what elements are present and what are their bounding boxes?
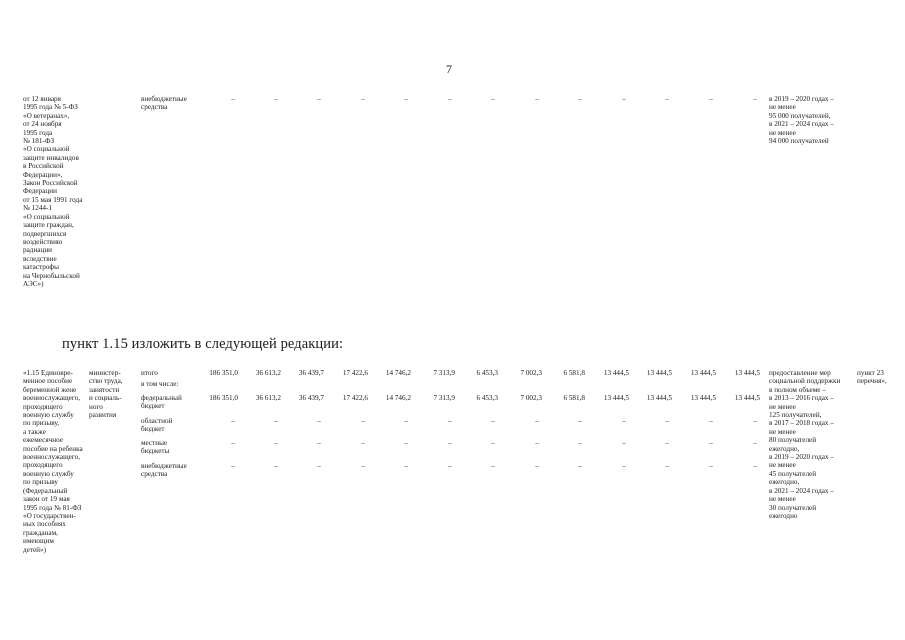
legal-basis-line: воздействию xyxy=(23,237,63,246)
result-line: 94 000 получателей xyxy=(769,137,829,146)
legal-basis-line: от 12 января xyxy=(23,95,61,103)
financing-value: 36 439,7 xyxy=(298,369,324,377)
description-line: «1.15 Единовре- xyxy=(23,369,73,377)
financing-value: 186 351,0 xyxy=(209,369,238,377)
result-line: 30 получателей xyxy=(769,503,817,512)
result-line: ежегодно xyxy=(769,511,798,520)
result-line: 125 получателей, xyxy=(769,411,822,420)
financing-value: 17 422,6 xyxy=(342,394,368,402)
description-line: закон от 19 мая xyxy=(23,495,70,504)
legal-basis-line: подвергшихся xyxy=(23,229,67,238)
result-line: 95 000 получателей, xyxy=(769,111,831,120)
empty-value-dash: – xyxy=(709,95,713,103)
legal-basis-line: «О ветеранах», xyxy=(23,111,70,120)
empty-value-dash: – xyxy=(274,462,278,470)
legal-basis-line: защите инвалидов xyxy=(23,153,79,162)
empty-value-dash: – xyxy=(578,439,582,447)
expected-result-top xyxy=(769,95,834,145)
empty-value-dash: – xyxy=(622,439,626,447)
financing-value: 13 444,5 xyxy=(603,394,629,402)
executor-line: развития xyxy=(89,411,117,420)
result-line: в 2021 – 2024 годах – xyxy=(769,486,834,495)
result-line: в 2021 – 2024 годах – xyxy=(769,120,834,129)
description-line: по призыву, xyxy=(23,419,60,428)
measure-description xyxy=(23,369,83,554)
funding-source-line: средства xyxy=(141,470,168,479)
description-line: ежемесячное xyxy=(23,436,63,445)
legal-basis-line: от 24 ноября xyxy=(23,120,62,129)
legal-basis-line: радиации xyxy=(23,246,53,255)
funding-source-line: бюджет xyxy=(141,425,165,434)
empty-value-dash: – xyxy=(448,462,452,470)
financing-value: 186 351,0 xyxy=(209,394,238,402)
empty-value-dash: – xyxy=(709,462,713,470)
result-line: в 2019 – 2020 годах – xyxy=(769,453,834,462)
empty-value-dash: – xyxy=(361,417,365,425)
note-line: перечня», xyxy=(857,377,887,386)
empty-value-dash: – xyxy=(665,95,669,103)
description-line: проходящего xyxy=(23,461,63,470)
funding-source-line: итого xyxy=(141,369,158,377)
reference-note xyxy=(857,369,887,386)
empty-value-dash: – xyxy=(274,95,278,103)
expected-result-bottom xyxy=(769,369,840,520)
funding-source xyxy=(141,394,182,411)
empty-value-dash: – xyxy=(709,439,713,447)
empty-value-dash: – xyxy=(491,95,495,103)
empty-value-dash: – xyxy=(317,95,321,103)
executor-line: ного xyxy=(89,402,103,411)
result-line: не менее xyxy=(769,461,796,470)
empty-value-dash: – xyxy=(231,417,235,425)
result-line: 80 получателей xyxy=(769,436,817,445)
funding-source-line: бюджет xyxy=(141,402,165,411)
empty-value-dash: – xyxy=(231,439,235,447)
financing-value: 36 613,2 xyxy=(255,369,281,377)
empty-value-dash: – xyxy=(404,95,408,103)
source-line: внебюджетные xyxy=(141,95,187,103)
empty-value-dash: – xyxy=(578,95,582,103)
empty-value-dash: – xyxy=(753,462,757,470)
funding-source xyxy=(141,462,187,479)
source-line: средства xyxy=(141,103,168,112)
financing-value: 36 439,7 xyxy=(298,394,324,402)
description-line: «О государствен- xyxy=(23,511,76,520)
description-line: детей») xyxy=(23,545,47,554)
legal-basis-line: Федерации xyxy=(23,187,57,196)
empty-value-dash: – xyxy=(665,439,669,447)
empty-value-dash: – xyxy=(622,462,626,470)
financing-value: 36 613,2 xyxy=(255,394,281,402)
result-line: не менее xyxy=(769,495,796,504)
legal-basis-line: вследствие xyxy=(23,254,57,263)
result-line: 45 получателей xyxy=(769,469,817,478)
empty-value-dash: – xyxy=(535,95,539,103)
empty-value-dash: – xyxy=(317,439,321,447)
result-line: предоставление мер xyxy=(769,369,831,377)
description-line: 1995 года № 81-ФЗ xyxy=(23,503,82,512)
empty-value-dash: – xyxy=(404,439,408,447)
empty-value-dash: – xyxy=(361,439,365,447)
result-line: ежегодно, xyxy=(769,478,800,487)
empty-value-dash: – xyxy=(535,462,539,470)
financing-value: 13 444,5 xyxy=(646,394,672,402)
legal-basis-line: АЭС») xyxy=(23,279,44,288)
result-line: не менее xyxy=(769,103,796,112)
legal-basis-line: № 181-ФЗ xyxy=(23,137,55,146)
description-line: менное пособие xyxy=(23,377,73,386)
financing-value: 13 444,5 xyxy=(646,369,672,377)
financing-value: 13 444,5 xyxy=(734,394,760,402)
legal-basis-line: Закон Российской xyxy=(23,179,78,188)
empty-value-dash: – xyxy=(404,462,408,470)
empty-value-dash: – xyxy=(578,417,582,425)
result-line: в 2013 – 2016 годах – xyxy=(769,394,834,403)
executor-line: министер- xyxy=(89,369,121,377)
empty-value-dash: – xyxy=(665,462,669,470)
description-line: а также xyxy=(23,427,46,436)
description-line: беременной жене xyxy=(23,385,77,394)
funding-source-line: федеральный xyxy=(141,394,182,402)
description-line: имеющим xyxy=(23,537,54,546)
empty-value-dash: – xyxy=(404,417,408,425)
financing-value: 14 746,2 xyxy=(385,369,411,377)
result-line: не менее xyxy=(769,128,796,137)
financing-value: 6 581,8 xyxy=(563,369,585,377)
funding-source xyxy=(141,417,172,434)
description-line: пособие на ребенка xyxy=(23,444,83,453)
empty-value-dash: – xyxy=(274,417,278,425)
legal-basis-line: 1995 года № 5-ФЗ xyxy=(23,103,78,112)
empty-value-dash: – xyxy=(535,417,539,425)
legal-basis-line: на Чернобыльской xyxy=(23,271,80,280)
empty-value-dash: – xyxy=(317,462,321,470)
note-line: пункт 23 xyxy=(857,369,884,377)
empty-value-dash: – xyxy=(753,439,757,447)
financing-value: 6 581,8 xyxy=(563,394,585,402)
legal-basis-line: катастрофы xyxy=(23,263,59,272)
executor xyxy=(89,369,123,419)
funding-source xyxy=(141,439,169,456)
empty-value-dash: – xyxy=(231,95,235,103)
description-line: (Федеральный xyxy=(23,486,68,495)
legal-basis-line: защите граждан, xyxy=(23,221,74,230)
empty-value-dash: – xyxy=(753,417,757,425)
executor-line: ство труда, xyxy=(89,377,123,386)
empty-value-dash: – xyxy=(448,417,452,425)
executor-line: и социаль- xyxy=(89,394,122,403)
empty-value-dash: – xyxy=(274,439,278,447)
empty-value-dash: – xyxy=(491,439,495,447)
financing-value: 7 313,9 xyxy=(433,369,455,377)
empty-value-dash: – xyxy=(361,462,365,470)
legal-basis-line: от 15 мая 1991 года xyxy=(23,195,83,204)
description-line: гражданам, xyxy=(23,528,58,537)
empty-value-dash: – xyxy=(448,439,452,447)
empty-value-dash: – xyxy=(317,417,321,425)
financing-value: 7 002,3 xyxy=(520,369,542,377)
legal-basis-line: «О социальной xyxy=(23,212,70,221)
funding-source-offbudget xyxy=(141,95,187,112)
empty-value-dash: – xyxy=(491,462,495,470)
description-line: проходящего xyxy=(23,402,63,411)
empty-value-dash: – xyxy=(535,439,539,447)
page-number: 7 xyxy=(446,62,452,76)
funding-source xyxy=(141,369,158,377)
result-line: не менее xyxy=(769,402,796,411)
empty-value-dash: – xyxy=(578,462,582,470)
result-line: в полном объеме – xyxy=(769,385,826,394)
result-line: в 2017 – 2018 годах – xyxy=(769,419,834,428)
description-line: по призыву xyxy=(23,478,58,487)
description-line: военную службу xyxy=(23,469,74,478)
description-line: военнослужащего, xyxy=(23,453,80,462)
financing-value: 7 313,9 xyxy=(433,394,455,402)
empty-value-dash: – xyxy=(622,95,626,103)
empty-value-dash: – xyxy=(665,417,669,425)
description-line: военнослужащего, xyxy=(23,394,80,403)
result-line: ежегодно, xyxy=(769,444,800,453)
funding-source xyxy=(141,380,178,388)
legal-basis-line: «О социальной xyxy=(23,145,70,154)
result-line: в 2019 – 2020 годах – xyxy=(769,95,834,103)
empty-value-dash: – xyxy=(622,417,626,425)
financing-value: 7 002,3 xyxy=(520,394,542,402)
legal-basis-line: 1995 года xyxy=(23,128,53,137)
financing-value: 13 444,5 xyxy=(603,369,629,377)
funding-source-line: внебюджетные xyxy=(141,462,187,470)
empty-value-dash: – xyxy=(231,462,235,470)
empty-value-dash: – xyxy=(753,95,757,103)
legal-basis-line: в Российской xyxy=(23,162,64,171)
empty-value-dash: – xyxy=(491,417,495,425)
section-heading: пункт 1.15 изложить в следующей редакции: xyxy=(62,336,344,352)
funding-source-line: областной xyxy=(141,417,173,425)
legal-basis-line: Федерации», xyxy=(23,170,63,179)
executor-line: занятости xyxy=(89,385,120,394)
legal-basis-continuation xyxy=(23,95,82,288)
funding-source-line: бюджеты xyxy=(141,447,170,456)
empty-value-dash: – xyxy=(361,95,365,103)
result-line: социальной поддержки xyxy=(769,377,841,386)
financing-value: 6 453,3 xyxy=(476,369,498,377)
financing-value: 6 453,3 xyxy=(476,394,498,402)
legal-basis-line: № 1244-1 xyxy=(23,204,53,213)
financing-value: 14 746,2 xyxy=(385,394,411,402)
financing-value: 13 444,5 xyxy=(690,369,716,377)
funding-source-line: в том числе: xyxy=(141,380,179,388)
financing-value: 17 422,6 xyxy=(342,369,368,377)
financing-value: 13 444,5 xyxy=(690,394,716,402)
result-line: не менее xyxy=(769,427,796,436)
empty-value-dash: – xyxy=(709,417,713,425)
description-line: военную службу xyxy=(23,411,74,420)
financing-value: 13 444,5 xyxy=(734,369,760,377)
funding-source-line: местные xyxy=(141,439,168,447)
empty-value-dash: – xyxy=(448,95,452,103)
description-line: ных пособиях xyxy=(23,520,66,529)
